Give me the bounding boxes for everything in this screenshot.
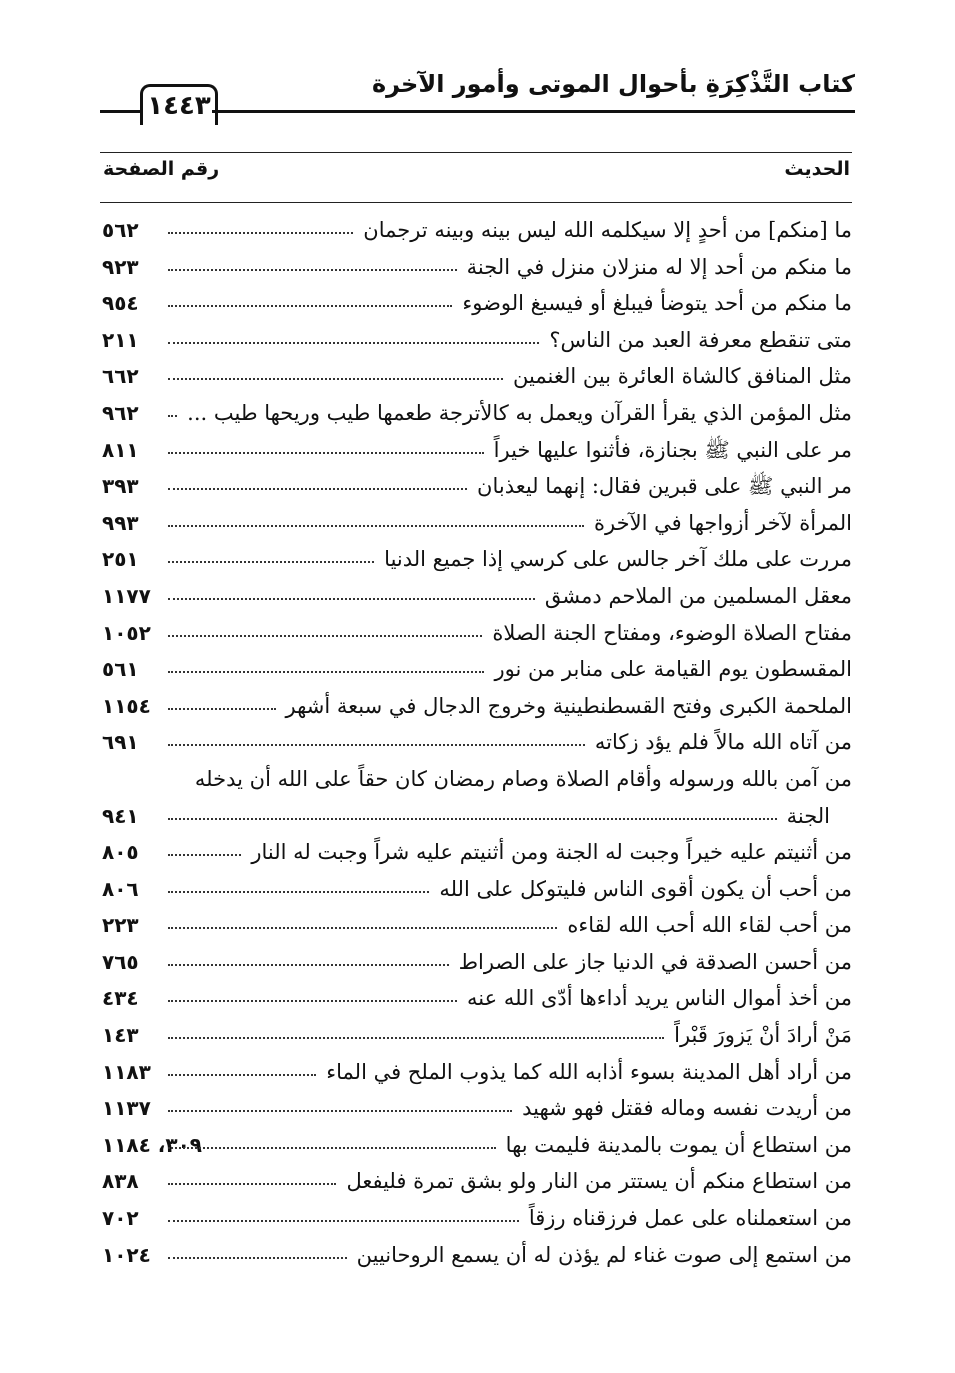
hadith-text: ما منكم من أحد يتوضأ فيبلغ أو فيسبغ الوضوء bbox=[462, 291, 852, 316]
hadith-text: من استعملناه على عمل فرزقناه رزقاً bbox=[528, 1206, 852, 1231]
hadith-text: الملحمة الكبرى وفتح القسطنطينية وخروج الدجال في سبعة أشهر bbox=[285, 693, 852, 718]
index-entry bbox=[100, 1200, 852, 1237]
index-entry bbox=[100, 1054, 852, 1091]
page-reference: ٧٠٢ bbox=[102, 1206, 139, 1231]
page-reference: ٨٠٦ bbox=[102, 876, 139, 901]
hadith-text: من استطاع أن يموت بالمدينة فليمت بها bbox=[505, 1132, 852, 1157]
hadith-column-heading: الحديث bbox=[784, 158, 850, 180]
book-title: كتاب التَّذْكِرَةِ بأحوال الموتى وأمور الآخرة bbox=[371, 70, 855, 98]
dot-leader bbox=[168, 452, 484, 454]
hadith-text: مثل المنافق كالشاة العائرة بين الغنمين bbox=[513, 364, 852, 389]
hadith-index-list bbox=[100, 212, 852, 1273]
page-reference: ١١٥٤ bbox=[102, 693, 151, 718]
dot-leader bbox=[168, 744, 585, 746]
index-entry bbox=[100, 322, 852, 359]
dot-leader bbox=[168, 635, 482, 637]
dot-leader bbox=[168, 1000, 457, 1002]
hadith-text: الجنة bbox=[786, 803, 830, 828]
page-reference: ٢١١ bbox=[102, 327, 139, 352]
page-reference: ٣٩٣ bbox=[102, 474, 139, 499]
dot-leader bbox=[168, 1183, 336, 1185]
dot-leader bbox=[168, 342, 539, 344]
page-column-heading: رقم الصفحة bbox=[103, 158, 220, 180]
page-reference: ١٠٢٤ bbox=[102, 1242, 151, 1267]
page-reference: ٨٣٨ bbox=[102, 1169, 139, 1194]
page-reference: ٩٥٤ bbox=[102, 291, 139, 316]
page-reference: ٥٦٢ bbox=[102, 218, 139, 242]
dot-leader bbox=[168, 561, 374, 563]
dot-leader bbox=[168, 854, 241, 856]
dot-leader bbox=[168, 1074, 316, 1076]
page-reference: ٢٥١ bbox=[102, 547, 139, 572]
index-entry bbox=[100, 980, 852, 1017]
index-entry bbox=[100, 468, 852, 505]
column-header-bottom-rule bbox=[100, 202, 852, 203]
dot-leader bbox=[168, 598, 535, 600]
hadith-text: ما منكم من أحد إلا له منزلان منزل في الجنة bbox=[466, 254, 852, 279]
hadith-text: مر النبي ﷺ على قبرين فقال: إنهما ليعذبان bbox=[477, 474, 852, 499]
dot-leader bbox=[168, 671, 484, 673]
index-entry bbox=[100, 944, 852, 981]
index-entry bbox=[100, 249, 852, 286]
page-reference: ٩٤١ bbox=[102, 803, 139, 828]
dot-leader bbox=[168, 1110, 512, 1112]
dot-leader bbox=[168, 1037, 664, 1039]
page-header bbox=[100, 62, 855, 122]
index-entry bbox=[100, 505, 852, 542]
index-entry bbox=[100, 1163, 852, 1200]
hadith-text: من أحب لقاء الله أحب الله لقاءه bbox=[567, 913, 852, 938]
dot-leader bbox=[168, 232, 353, 234]
header-rule-left bbox=[100, 110, 140, 113]
hadith-text: مر على النبي ﷺ بجنازة، فأثنوا عليها خيراً bbox=[493, 437, 852, 462]
page-reference: ٩٦٢ bbox=[102, 400, 139, 425]
page-reference: ١١٧٧ bbox=[102, 583, 151, 608]
dot-leader bbox=[168, 378, 503, 380]
dot-leader bbox=[168, 269, 457, 271]
page-reference: ٥٦١ bbox=[102, 657, 139, 682]
hadith-text: مثل المؤمن الذي يقرأ القرآن ويعمل به كالأترجة طعمها طيب وريحها طيب ... bbox=[187, 400, 852, 425]
hadith-text: من أريدت نفسه وماله فقتل فهو شهيد bbox=[522, 1096, 852, 1121]
index-entry bbox=[100, 395, 852, 432]
index-entry bbox=[100, 761, 852, 798]
hadith-text: المرأة لآخر أزواجها في الآخرة bbox=[594, 510, 852, 535]
page-number: ١٤٤٣ bbox=[140, 84, 218, 125]
index-entry bbox=[100, 432, 852, 469]
index-entry bbox=[100, 724, 852, 761]
hadith-text: من آتاه الله مالاً فلم يؤد زكاته bbox=[594, 730, 852, 755]
page-reference: ٤٣٤ bbox=[102, 986, 139, 1011]
dot-leader bbox=[168, 891, 429, 893]
dot-leader bbox=[168, 305, 452, 307]
page-reference: ٦٦٢ bbox=[102, 364, 139, 389]
hadith-text: من أحسن الصدقة في الدنيا جاز على الصراط bbox=[458, 949, 852, 974]
hadith-text: من أثنيتم عليه خيراً وجبت له الجنة ومن أثنيتم عليه شراً وجبت له النار bbox=[251, 840, 852, 865]
page-reference: ٦٩١ bbox=[102, 730, 139, 755]
index-entry bbox=[100, 834, 852, 871]
index-entry bbox=[100, 688, 852, 725]
hadith-text: مررت على ملك آخر جالس على كرسي إذا جميع الدنيا bbox=[384, 547, 852, 572]
hadith-text: متى تنقطع معرفة العبد من الناس؟ bbox=[549, 327, 852, 352]
index-entry bbox=[100, 1127, 852, 1164]
index-entry bbox=[100, 212, 852, 249]
index-entry bbox=[100, 578, 852, 615]
hadith-text: مَنْ أرادَ أنْ يَزورَ قَبْراً bbox=[674, 1023, 852, 1048]
page-reference: ٨٠٥ bbox=[102, 840, 139, 865]
index-entry bbox=[100, 285, 852, 322]
hadith-text: من آمن بالله ورسوله وأقام الصلاة وصام رمضان كان حقاً على الله أن يدخله bbox=[194, 766, 852, 791]
column-header-top-rule bbox=[100, 152, 852, 153]
header-rule bbox=[212, 110, 855, 113]
page-reference: ٩٩٣ bbox=[102, 510, 139, 535]
hadith-text: من أراد أهل المدينة بسوء أذابه الله كما يذوب الملح في الماء bbox=[326, 1059, 852, 1084]
dot-leader bbox=[168, 525, 584, 527]
index-entry bbox=[100, 615, 852, 652]
hadith-text: من أخذ أموال الناس يريد أداءها أدّى الله عنه bbox=[467, 986, 852, 1011]
dot-leader bbox=[168, 708, 276, 710]
dot-leader bbox=[168, 1147, 496, 1149]
page-reference: ١١٨٣ bbox=[102, 1059, 151, 1084]
page-reference: ٨١١ bbox=[102, 437, 139, 462]
page-reference: ٧٦٥ bbox=[102, 949, 139, 974]
page-reference: ١١٣٧ bbox=[102, 1096, 151, 1121]
page-reference: ٣٠٩، ١١٨٤ bbox=[102, 1132, 203, 1157]
index-entry bbox=[100, 651, 852, 688]
dot-leader bbox=[168, 927, 557, 929]
hadith-text: من استمع إلى صوت غناء لم يؤذن له أن يسمع الروحانيين bbox=[356, 1242, 852, 1267]
index-entry bbox=[100, 907, 852, 944]
dot-leader bbox=[168, 415, 177, 417]
index-entry bbox=[100, 1090, 852, 1127]
page-reference: ١٤٣ bbox=[102, 1023, 139, 1048]
hadith-text: معقل المسلمين من الملاحم دمشق bbox=[544, 583, 852, 608]
index-entry bbox=[100, 358, 852, 395]
page-reference: ٢٢٣ bbox=[102, 913, 139, 938]
page-reference: ١٠٥٢ bbox=[102, 620, 151, 645]
index-entry bbox=[100, 798, 852, 835]
dot-leader bbox=[168, 818, 777, 820]
index-entry bbox=[100, 541, 852, 578]
index-entry bbox=[100, 871, 852, 908]
hadith-text: المقسطون يوم القيامة على منابر من نور bbox=[494, 657, 852, 682]
hadith-text: ما [منكم] من أحدٍ إلا سيكلمه الله ليس بينه وبينه ترجمان bbox=[363, 218, 852, 242]
index-entry bbox=[100, 1237, 852, 1274]
dot-leader bbox=[168, 488, 467, 490]
hadith-text: من استطاع منكم أن يستتر من النار ولو بشق تمرة فليفعل bbox=[346, 1169, 852, 1194]
dot-leader bbox=[168, 1257, 347, 1259]
index-entry bbox=[100, 1017, 852, 1054]
hadith-text: من أحب أن يكون أقوى الناس فليتوكل على الله bbox=[439, 876, 852, 901]
page-reference: ٩٢٣ bbox=[102, 254, 139, 279]
hadith-text: مفتاح الصلاة الوضوء، ومفتاح الجنة الصلاة bbox=[492, 620, 852, 645]
dot-leader bbox=[168, 964, 449, 966]
dot-leader bbox=[168, 1220, 519, 1222]
